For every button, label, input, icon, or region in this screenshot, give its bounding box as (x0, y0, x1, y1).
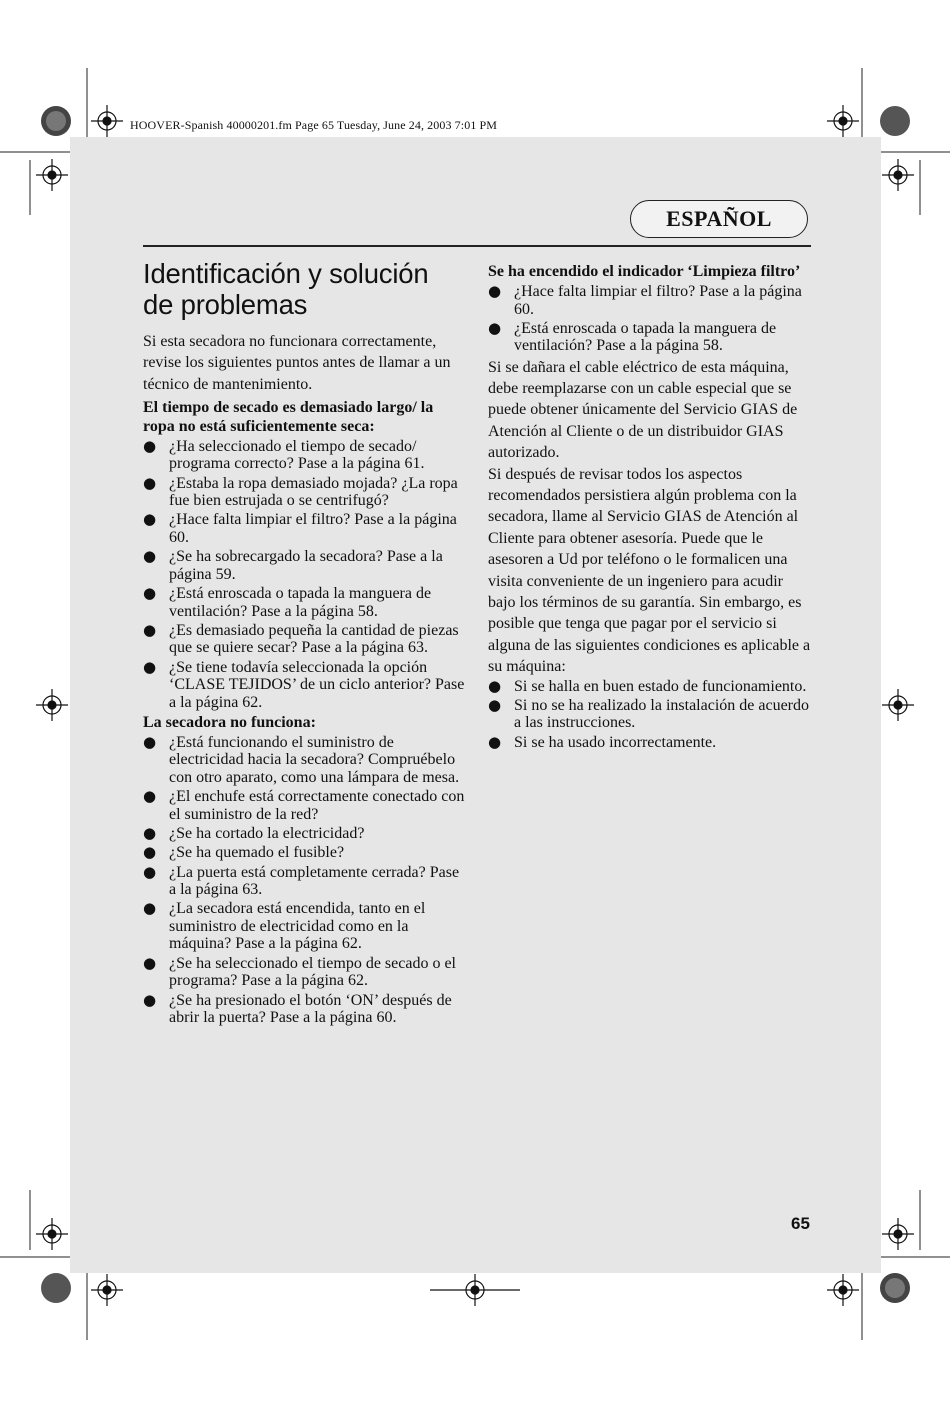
list-item: ● ¿Se ha quemado el fusible? (143, 844, 466, 862)
section-heading-filter-indicator: Se ha encendido el indicador ‘Limpieza filtro’ (488, 263, 801, 280)
list-item: ● ¿Está enroscada o tapada la manguera de ventilación? Pase a la página 58. (488, 320, 813, 355)
service-paragraph: Si después de revisar todos los aspectos recomendados persistiera algún problema con la secadora, llame al Servicio GIAS de Atención al Cliente para obtener asesoría. Puede que le asesoren a Ud por teléfono o le formalicen una visita conveniente de un ingeniero para acudir bajo los términos de su garantía. Sin embargo, es posible que tenga que pagar por el servicio si alguna de las siguientes condiciones es aplicable a su máquina: (488, 465, 811, 676)
list-item: ● ¿La secadora está encendida, tanto en el suministro de electricidad como en la máquina? Pase a la página 62. (143, 900, 466, 953)
list-item: ● ¿Se ha cortado la electricidad? (143, 825, 466, 843)
list-item: ● ¿Estaba la ropa demasiado mojada? ¿La ropa fue bien estrujada o se centrifugó? (143, 475, 466, 510)
list-item: ● ¿Ha seleccionado el tiempo de secado/ programa correcto? Pase a la página 61. (143, 438, 466, 473)
filter-indicator-list (488, 283, 813, 355)
left-column (143, 258, 466, 1028)
list-item: ● ¿Está enroscada o tapada la manguera de ventilación? Pase a la página 58. (143, 585, 466, 620)
list-item: ● ¿Hace falta limpiar el filtro? Pase a la página 60. (488, 283, 813, 318)
conditions-list (488, 678, 813, 752)
language-badge: ESPAÑOL (630, 200, 808, 238)
section-heading-drying-time: El tiempo de secado es demasiado largo/ la ropa no está suficientemente seca: (143, 398, 434, 435)
list-item: ● ¿Hace falta limpiar el filtro? Pase a la página 60. (143, 511, 466, 546)
right-column (488, 262, 813, 753)
page-number: 65 (791, 1214, 810, 1233)
list-item: ● ¿La puerta está completamente cerrada? Pase a la página 63. (143, 864, 466, 899)
page-title: Identificación y solución de problemas (143, 258, 429, 320)
title-rule (143, 245, 811, 247)
file-info-header: HOOVER-Spanish 40000201.fm Page 65 Tuesday, June 24, 2003 7:01 PM (130, 118, 498, 132)
list-item: ● ¿Se ha sobrecargado la secadora? Pase a la página 59. (143, 548, 466, 583)
list-item: ● Si se halla en buen estado de funcionamiento. (488, 678, 813, 696)
power-cable-paragraph: Si se dañara el cable eléctrico de esta máquina, debe reemplazarse con un cable especial que se puede obtener únicamente del Servicio GIAS de Atención al Cliente o de un distribuidor GIAS autorizado. (488, 358, 798, 462)
drying-time-list (143, 438, 466, 711)
not-working-list (143, 734, 466, 1027)
list-item: ● Si no se ha realizado la instalación de acuerdo a las instrucciones. (488, 697, 813, 732)
list-item: ● ¿Está funcionando el suministro de electricidad hacia la secadora? Compruébelo con otro aparato, como una lámpara de mesa. (143, 734, 466, 787)
list-item: ● ¿El enchufe está correctamente conectado con el suministro de la red? (143, 788, 466, 823)
list-item: ● ¿Se ha presionado el botón ‘ON’ después de abrir la puerta? Pase a la página 60. (143, 992, 466, 1027)
list-item: ● ¿Se tiene todavía seleccionada la opción ‘CLASE TEJIDOS’ de un ciclo anterior? Pase a la página 62. (143, 659, 466, 712)
list-item: ● ¿Se ha seleccionado el tiempo de secado o el programa? Pase a la página 62. (143, 955, 466, 990)
section-heading-not-working: La secadora no funciona: (143, 713, 316, 731)
list-item: ● ¿Es demasiado pequeña la cantidad de piezas que se quiere secar? Pase a la página 63. (143, 622, 466, 657)
list-item: ● Si se ha usado incorrectamente. (488, 734, 813, 752)
intro-paragraph: Si esta secadora no funcionara correctamente, revise los siguientes puntos antes de llamar a un técnico de mantenimiento. (143, 333, 451, 393)
